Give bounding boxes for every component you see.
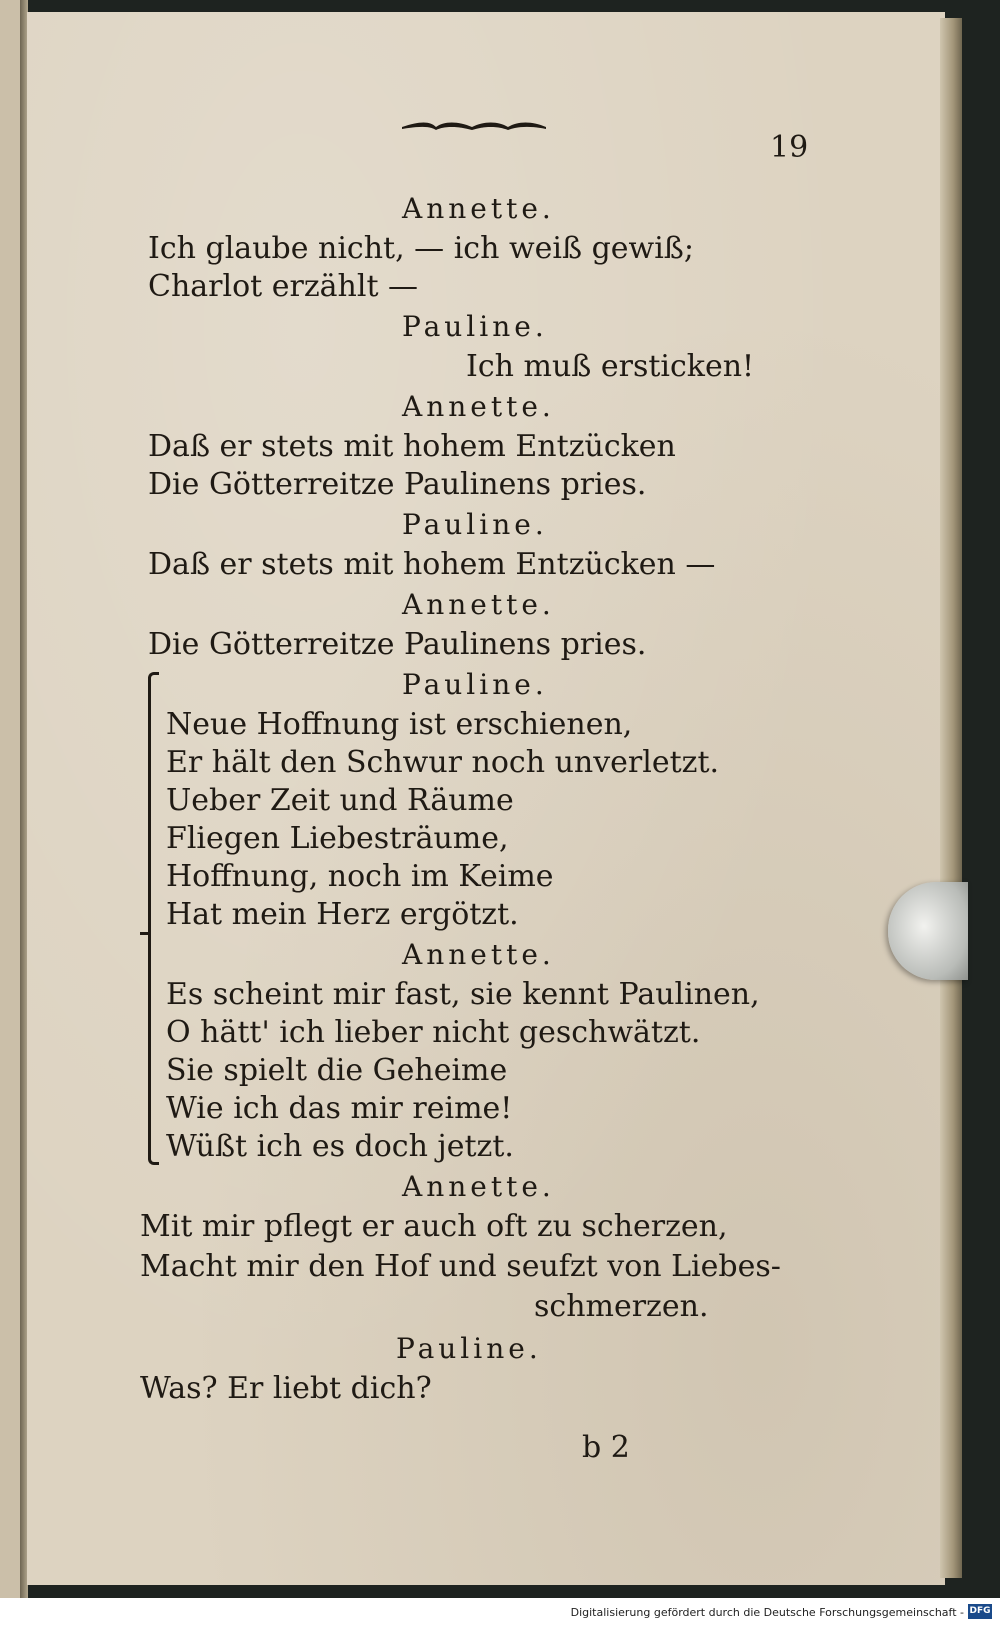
duet-bracket bbox=[148, 940, 159, 1165]
speaker-label: Pauline. bbox=[402, 508, 548, 541]
verse-line: Ich muß ersticken! bbox=[466, 349, 755, 384]
dfg-logo: DFG bbox=[968, 1604, 992, 1619]
speaker-label: Annette. bbox=[402, 390, 555, 423]
signature-mark: b 2 bbox=[582, 1430, 630, 1465]
speaker-label: Annette. bbox=[402, 588, 555, 621]
verse-line: Er hält den Schwur noch unverletzt. bbox=[166, 745, 720, 780]
verse-line: Neue Hoffnung ist erschienen, bbox=[166, 707, 633, 742]
verse-line: Charlot erzählt — bbox=[148, 269, 419, 304]
verse-line: Macht mir den Hof und seufzt von Liebes- bbox=[140, 1249, 781, 1284]
verse-line: Sie spielt die Geheime bbox=[166, 1053, 508, 1088]
duet-bracket bbox=[148, 672, 159, 943]
verse-line: Was? Er liebt dich? bbox=[140, 1371, 432, 1406]
verse-line: Fliegen Liebesträume, bbox=[166, 821, 509, 856]
digitization-credit: Digitalisierung gefördert durch die Deutsche Forschungsgemeinschaft - bbox=[570, 1606, 964, 1619]
speaker-label: Pauline. bbox=[396, 1332, 542, 1365]
verse-line: Hoffnung, noch im Keime bbox=[166, 859, 554, 894]
speaker-label: Pauline. bbox=[402, 668, 548, 701]
verse-line: Ich glaube nicht, — ich weiß gewiß; bbox=[148, 231, 694, 266]
verse-line: Mit mir pflegt er auch oft zu scherzen, bbox=[140, 1209, 728, 1244]
speaker-label: Pauline. bbox=[402, 310, 548, 343]
verse-line: Es scheint mir fast, sie kennt Paulinen, bbox=[166, 977, 760, 1012]
verse-line: Wüßt ich es doch jetzt. bbox=[166, 1129, 514, 1164]
facing-page-edge bbox=[0, 0, 22, 1598]
speaker-label: Annette. bbox=[402, 938, 555, 971]
verse-line: O hätt' ich lieber nicht geschwätzt. bbox=[166, 1015, 701, 1050]
verse-line: schmerzen. bbox=[534, 1289, 709, 1324]
page-number: 19 bbox=[770, 130, 809, 165]
verse-line: Daß er stets mit hohem Entzücken bbox=[148, 429, 676, 464]
verse-line: Wie ich das mir reime! bbox=[166, 1091, 513, 1126]
page-stack-edge bbox=[940, 18, 962, 1578]
verse-line: Daß er stets mit hohem Entzücken — bbox=[148, 547, 716, 582]
verse-line: Hat mein Herz ergötzt. bbox=[166, 897, 519, 932]
header-ornament bbox=[400, 118, 548, 134]
verse-line: Die Götterreitze Paulinens pries. bbox=[148, 467, 647, 502]
verse-line: Die Götterreitze Paulinens pries. bbox=[148, 627, 647, 662]
speaker-label: Annette. bbox=[402, 192, 555, 225]
verse-line: Ueber Zeit und Räume bbox=[166, 783, 514, 818]
speaker-label: Annette. bbox=[402, 1170, 555, 1203]
